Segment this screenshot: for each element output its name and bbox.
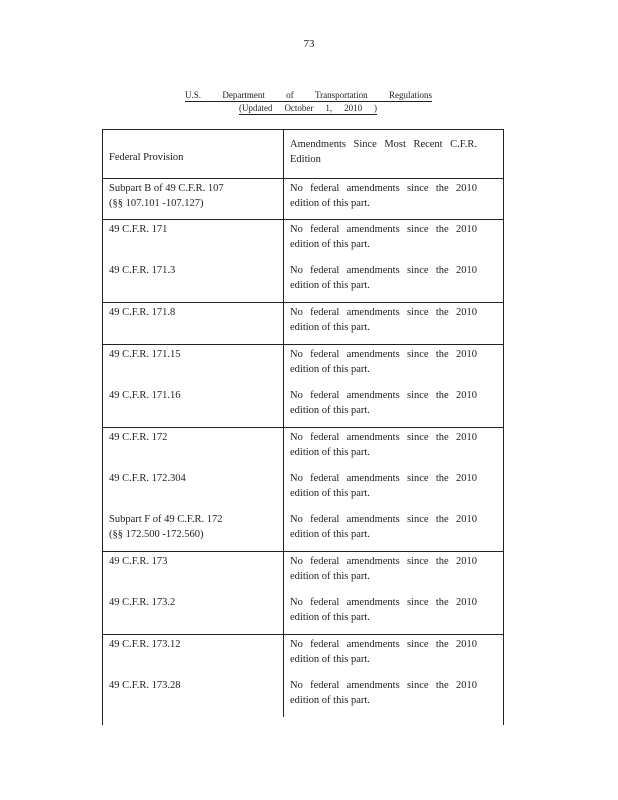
table-row [103, 593, 503, 634]
amendment-text: edition of this part. [290, 488, 370, 499]
amendment-text: edition of this part. [290, 695, 370, 706]
provision-text: 49 C.F.R. 173.28 [109, 680, 181, 691]
table-header [103, 130, 503, 179]
header-cell-provision [103, 130, 284, 178]
amendment-text: edition of this part. [290, 405, 370, 416]
table-row [103, 510, 503, 551]
amendment-cell [284, 510, 503, 551]
amendment-text: edition of this part. [290, 447, 370, 458]
table-group [103, 428, 503, 552]
table-row [103, 676, 503, 717]
provision-cell [103, 303, 284, 344]
amendment-text: edition of this part. [290, 198, 370, 209]
table-row [103, 428, 503, 469]
amendment-cell [284, 428, 503, 469]
amendment-text: No federal amendments since the 2010 [290, 680, 477, 691]
amendment-text: No federal amendments since the 2010 [290, 349, 477, 360]
amendment-cell [284, 593, 503, 634]
amendment-cell [284, 303, 503, 344]
table-row [103, 469, 503, 510]
provision-text: (§§ 107.101 -107.127) [109, 198, 204, 209]
provision-text: (§§ 172.500 -172.560) [109, 529, 204, 540]
amendment-text: No federal amendments since the 2010 [290, 432, 477, 443]
provision-cell [103, 552, 284, 593]
provision-text: 49 C.F.R. 173 [109, 556, 168, 567]
amendment-text: edition of this part. [290, 571, 370, 582]
provision-text: 49 C.F.R. 171.8 [109, 307, 176, 318]
table-row [103, 386, 503, 427]
table-group [103, 179, 503, 220]
provision-cell [103, 635, 284, 676]
provision-cell [103, 386, 284, 427]
table-row [103, 552, 503, 593]
title-word: Regulations [388, 90, 432, 100]
subtitle-word: 2010 [344, 103, 363, 113]
amendment-text: No federal amendments since the 2010 [290, 390, 477, 401]
subtitle-word: October [284, 103, 314, 113]
table-row [103, 261, 503, 302]
amendment-text: edition of this part. [290, 322, 370, 333]
provision-cell [103, 469, 284, 510]
provision-text: Subpart B of 49 C.F.R. 107 [109, 183, 224, 194]
title-word: Transportation [314, 90, 368, 100]
amendment-text: edition of this part. [290, 529, 370, 540]
table-group [103, 552, 503, 635]
amendment-text: edition of this part. [290, 239, 370, 250]
provision-text: 49 C.F.R. 171.3 [109, 265, 176, 276]
amendment-cell [284, 179, 503, 219]
amendment-text: No federal amendments since the 2010 [290, 265, 477, 276]
amendment-text: No federal amendments since the 2010 [290, 639, 477, 650]
provision-cell [103, 510, 284, 551]
table-row [103, 220, 503, 261]
amendment-cell [284, 676, 503, 717]
table-row [103, 303, 503, 344]
provision-cell [103, 220, 284, 261]
amendment-cell [284, 220, 503, 261]
provisions-table [102, 129, 504, 725]
amendment-cell [284, 345, 503, 386]
table-group [103, 303, 503, 345]
title-word: of [286, 90, 294, 100]
header-amendments-text: Edition [290, 154, 321, 165]
amendment-text: No federal amendments since the 2010 [290, 183, 477, 194]
provision-cell [103, 428, 284, 469]
subtitle-word: ) [374, 103, 377, 113]
amendment-text: No federal amendments since the 2010 [290, 224, 477, 235]
page-number: 73 [303, 38, 315, 50]
amendment-cell [284, 635, 503, 676]
provision-text: 49 C.F.R. 171 [109, 224, 168, 235]
provision-text: Subpart F of 49 C.F.R. 172 [109, 514, 223, 525]
table-row [103, 635, 503, 676]
provision-text: 49 C.F.R. 173.2 [109, 597, 176, 608]
subtitle-word: (Updated [239, 103, 273, 113]
header-provision-text: Federal Provision [109, 152, 184, 163]
amendment-text: No federal amendments since the 2010 [290, 473, 477, 484]
amendment-text: No federal amendments since the 2010 [290, 597, 477, 608]
amendment-text: edition of this part. [290, 280, 370, 291]
header-amendments-text: Amendments Since Most Recent C.F.R. [290, 139, 477, 150]
provision-text: 49 C.F.R. 173.12 [109, 639, 181, 650]
provision-cell [103, 261, 284, 302]
amendment-text: edition of this part. [290, 654, 370, 665]
document-subtitle [239, 103, 377, 115]
amendment-text: edition of this part. [290, 364, 370, 375]
amendment-cell [284, 261, 503, 302]
table-group [103, 345, 503, 428]
provision-text: 49 C.F.R. 172 [109, 432, 168, 443]
table-group [103, 635, 503, 725]
amendment-text: No federal amendments since the 2010 [290, 307, 477, 318]
header-row [103, 130, 503, 178]
title-word: U.S. [185, 90, 202, 100]
amendment-text: No federal amendments since the 2010 [290, 514, 477, 525]
provision-text: 49 C.F.R. 171.15 [109, 349, 181, 360]
amendment-cell [284, 386, 503, 427]
provision-cell [103, 676, 284, 717]
provision-text: 49 C.F.R. 171.16 [109, 390, 181, 401]
provision-cell [103, 593, 284, 634]
amendment-text: No federal amendments since the 2010 [290, 556, 477, 567]
table-body [103, 179, 503, 725]
table-row [103, 179, 503, 219]
document-title [185, 90, 432, 102]
amendment-cell [284, 469, 503, 510]
amendment-text: edition of this part. [290, 612, 370, 623]
subtitle-word: 1, [325, 103, 333, 113]
provision-cell [103, 179, 284, 219]
amendment-cell [284, 552, 503, 593]
provision-cell [103, 345, 284, 386]
title-word: Department [222, 90, 265, 100]
provision-text: 49 C.F.R. 172.304 [109, 473, 186, 484]
table-row [103, 345, 503, 386]
header-cell-amendments [284, 130, 503, 178]
table-group [103, 220, 503, 303]
